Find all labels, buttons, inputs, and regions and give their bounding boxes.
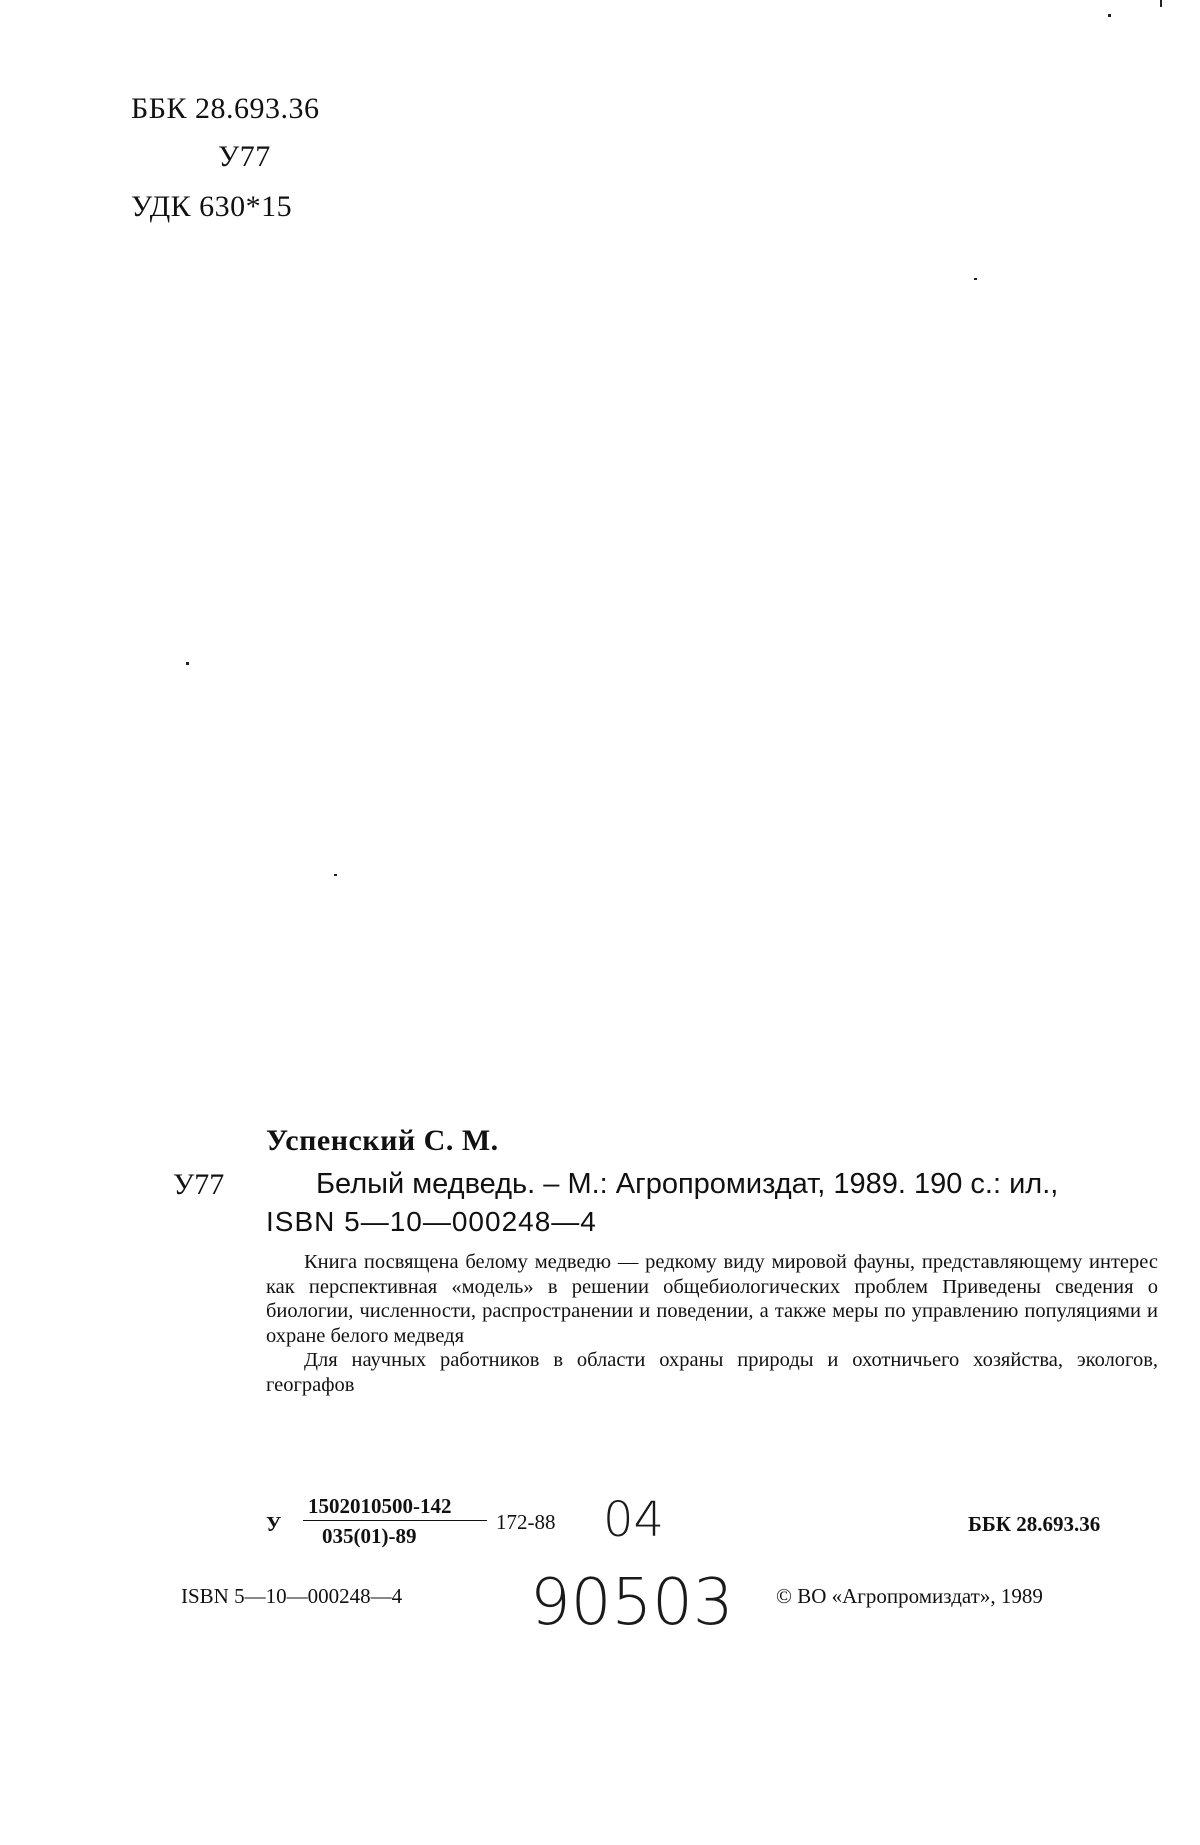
annotation	[266, 1250, 1158, 1398]
copyright-line: © ВО «Агропромиздат», 1989	[776, 1584, 1043, 1608]
scan-speck	[1160, 0, 1162, 7]
bbk-index: ББК 28.693.36	[131, 92, 320, 125]
footer-isbn: ISBN 5—10—000248—4	[181, 1584, 403, 1608]
card-author-sign: У77	[173, 1168, 225, 1201]
code-numerator: 1502010500-142	[308, 1494, 452, 1518]
annotation-paragraph: Для научных работников в области охраны природы и охотничьего хозяйства, экологов, географов	[266, 1349, 1158, 1396]
udk-index: УДК 630*15	[131, 190, 293, 223]
handwritten-inventory-number: 90503	[530, 1566, 734, 1640]
scan-speck	[334, 874, 337, 876]
card-isbn: ISBN 5—10—000248—4	[266, 1206, 597, 1237]
scan-speck	[1108, 14, 1111, 17]
author-sign: У77	[218, 140, 271, 173]
scan-speck	[186, 662, 189, 665]
code-denominator: 035(01)-89	[322, 1524, 417, 1548]
book-title-line: Белый медведь. – М.: Агропромиздат, 1989. 190 с.: ил.,	[316, 1168, 1059, 1200]
code-prefix: У	[266, 1512, 282, 1536]
fraction-line	[303, 1520, 487, 1521]
author-name: Успенский С. М.	[266, 1124, 499, 1157]
code-suffix: 172-88	[496, 1510, 556, 1534]
handwritten-mark-top: 04	[603, 1492, 665, 1548]
annotation-paragraph: Книга посвящена белому медведю — редкому виду мировой фауны, представляющему интерес как перспективная «модель» в решении общебиологических проблем Приведены сведения о биологии, численности, распространении и поведении, а также меры по управлению популяциями и охране белого медведя	[266, 1251, 1158, 1347]
footer-bbk: ББК 28.693.36	[968, 1512, 1101, 1536]
scan-speck	[974, 278, 977, 280]
